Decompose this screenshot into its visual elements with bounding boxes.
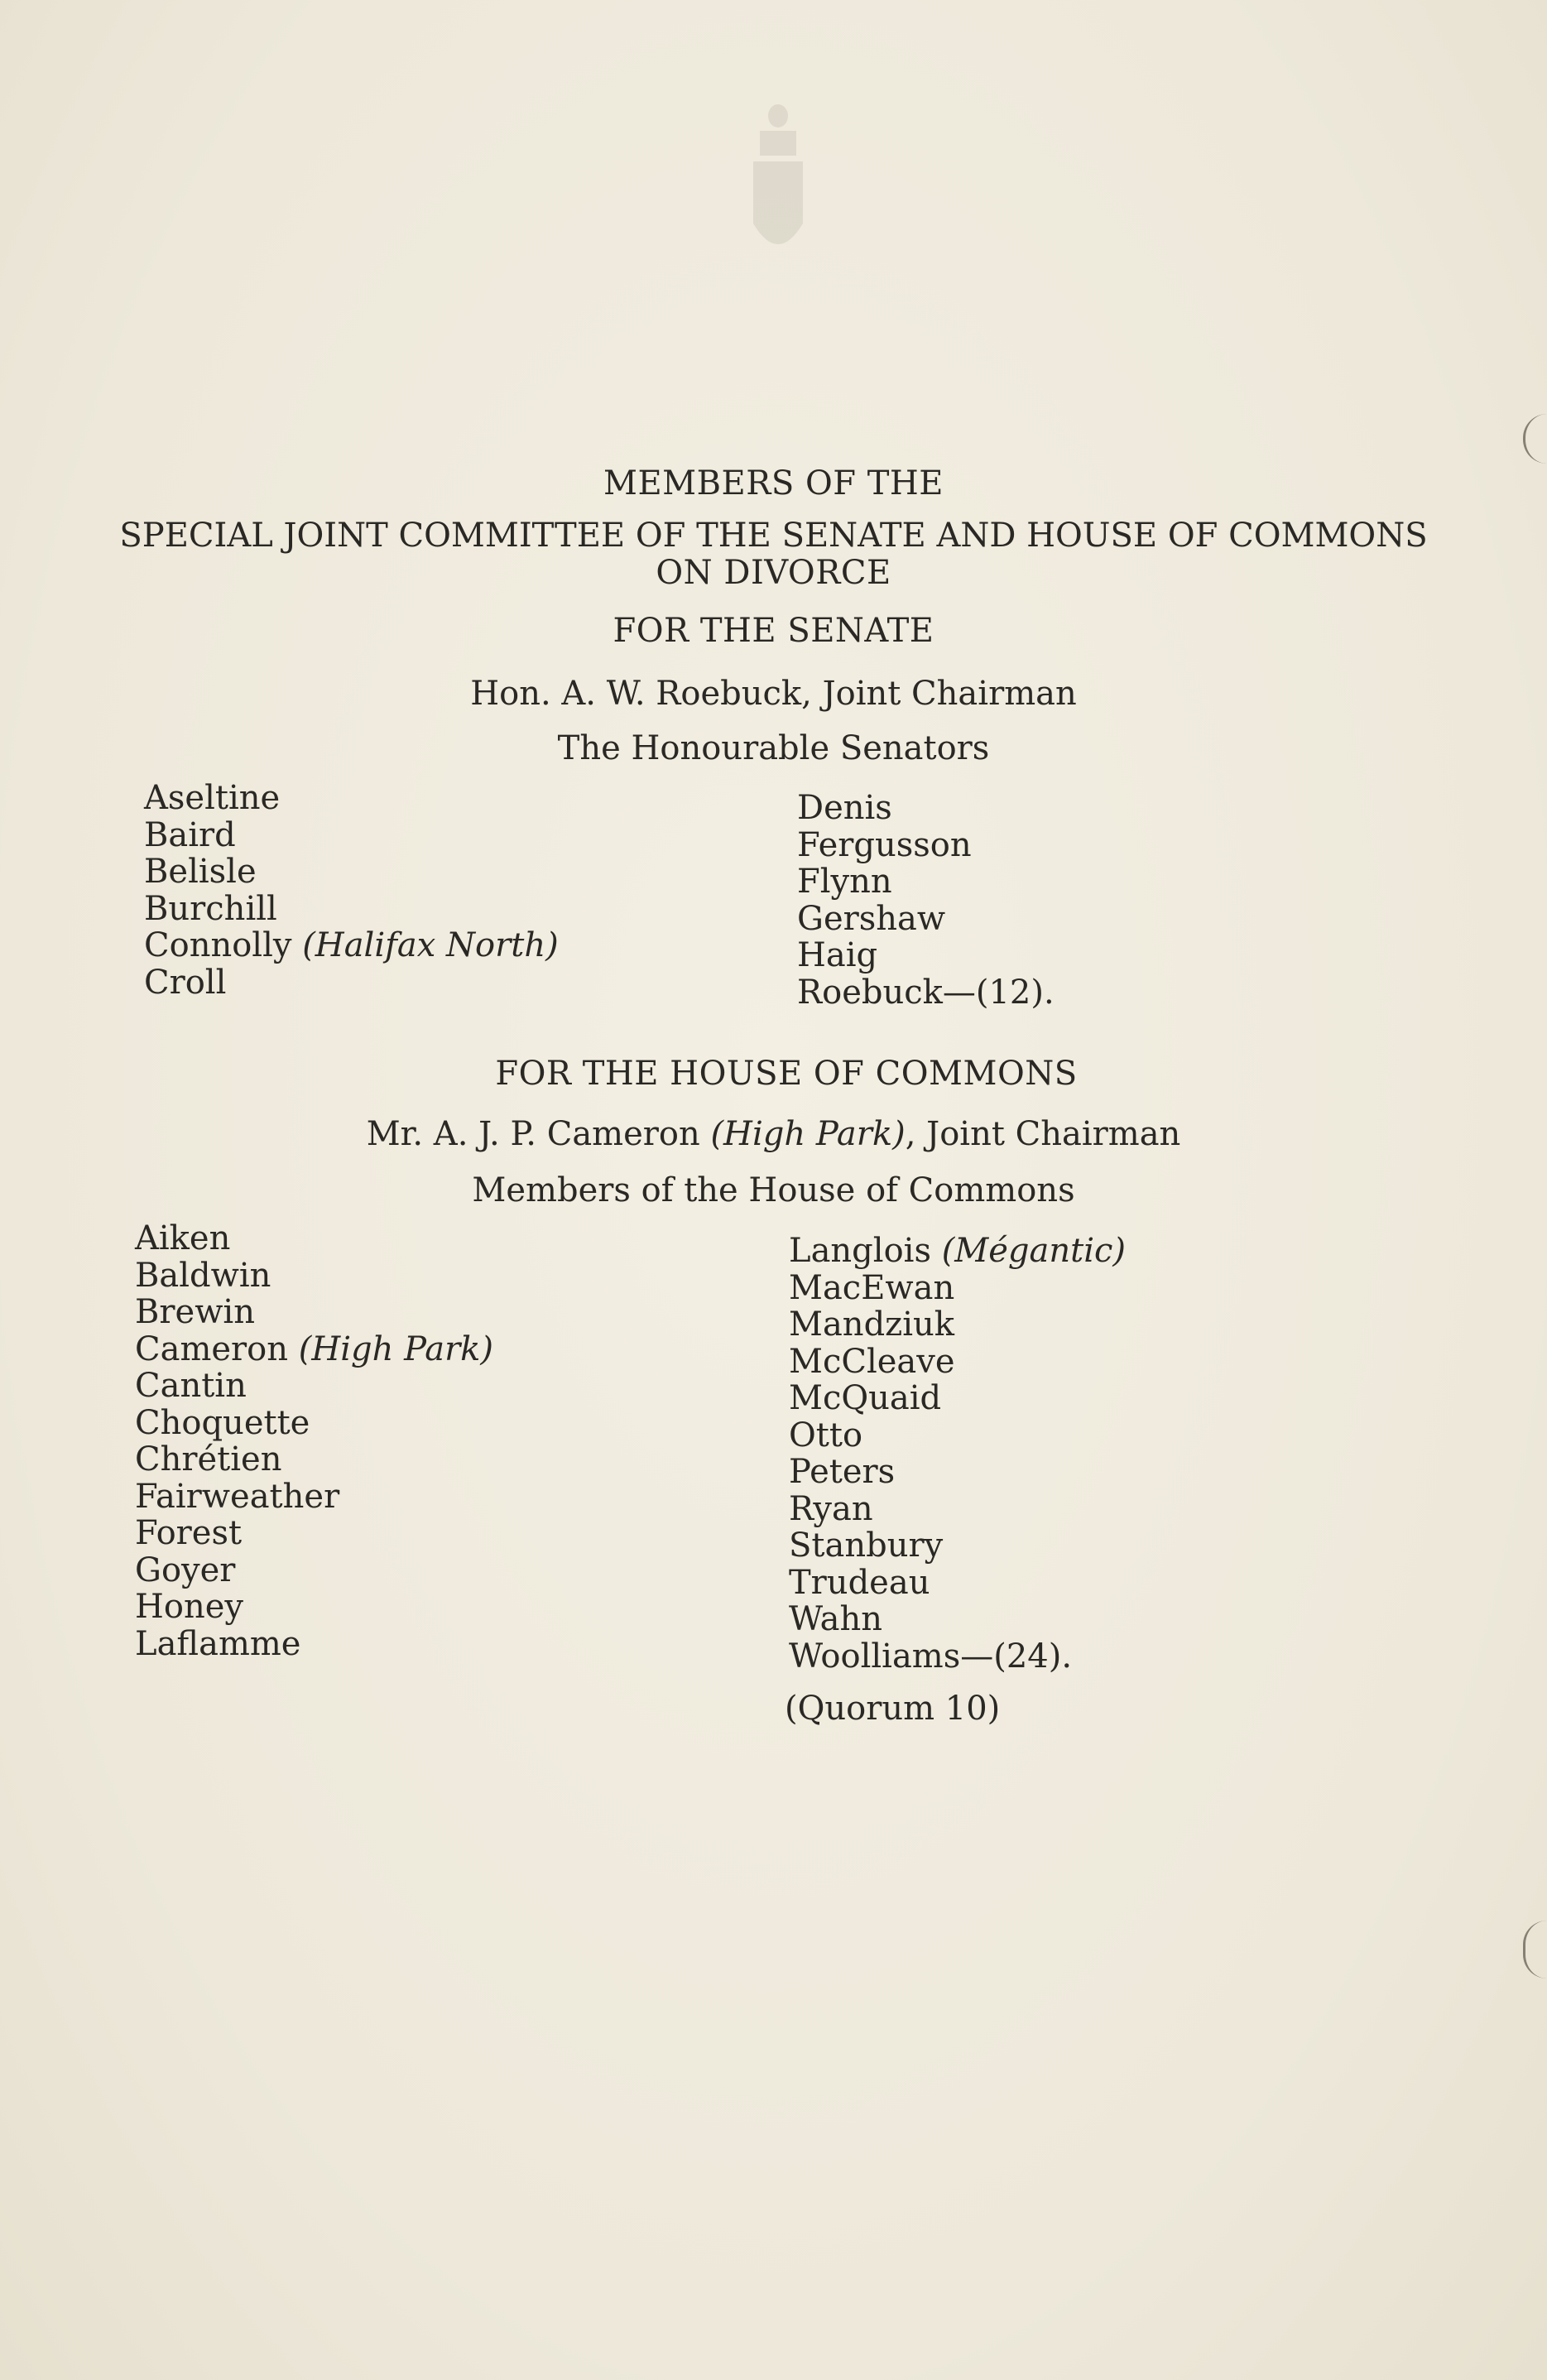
member-name: Laflamme [135,1624,301,1663]
member-name: Fairweather [135,1477,340,1516]
member-name: Belisle [144,853,257,891]
title-line-committee: SPECIAL JOINT COMMITTEE OF THE SENATE AND HOUSE OF COMMONS [119,517,1428,555]
member-name: Wahn [789,1600,883,1638]
member-name: Burchill [144,889,277,928]
member-name: Trudeau [789,1563,930,1602]
member-name: Goyer [135,1551,236,1589]
senate-subheading: The Honourable Senators [557,729,990,767]
title-line-members: MEMBERS OF THE [603,464,944,502]
member-name: Cantin [135,1367,247,1405]
member-name: Langlois (Mégantic) [789,1232,1127,1270]
commons-heading: FOR THE HOUSE OF COMMONS [495,1055,1078,1093]
member-name: Mandziuk [789,1305,955,1344]
member-name: Flynn [797,863,892,901]
member-name: Chrétien [135,1440,282,1478]
member-name: Fergusson [797,825,972,864]
commons-members-right [789,1233,1126,1675]
senate-members-right [797,790,1055,1011]
commons-subheading: Members of the House of Commons [472,1171,1075,1209]
quorum-note: (Quorum 10) [785,1690,1001,1728]
senate-members-left [144,780,559,1001]
senate-joint-chairman: Hon. A. W. Roebuck, Joint Chairman [470,675,1077,713]
member-name: Baldwin [135,1256,271,1295]
member-name: Denis [797,789,892,827]
member-name: Aiken [135,1219,231,1257]
member-name: McCleave [789,1342,955,1381]
commons-joint-chairman: Mr. A. J. P. Cameron (High Park), Joint Chairman [366,1115,1181,1153]
title-line-divorce: ON DIVORCE [656,554,891,592]
member-name: Stanbury [789,1527,944,1565]
commons-members-left [135,1220,493,1662]
member-name: Choquette [135,1403,310,1442]
member-name: Gershaw [797,899,946,938]
member-name: Brewin [135,1293,255,1331]
coat-of-arms-watermark [745,99,811,273]
page-edge-mark [1523,414,1547,464]
member-name: Haig [797,936,878,974]
member-name: Forest [135,1514,243,1552]
member-name: Woolliams—(24). [789,1637,1073,1676]
member-name: McQuaid [789,1379,942,1417]
member-name: Roebuck—(12). [797,973,1055,1012]
member-name: Connolly (Halifax North) [144,926,559,964]
member-name: Croll [144,963,227,1002]
member-name: Cameron (High Park) [135,1329,494,1368]
member-name: Peters [789,1453,896,1491]
member-name: Aseltine [144,779,281,817]
member-name: Otto [789,1416,863,1454]
member-name: Honey [135,1588,243,1626]
senate-heading: FOR THE SENATE [613,612,934,650]
member-name: Baird [144,815,236,854]
page-edge-mark [1523,1921,1547,1979]
member-name: MacEwan [789,1268,955,1307]
member-name: Ryan [789,1489,873,1528]
